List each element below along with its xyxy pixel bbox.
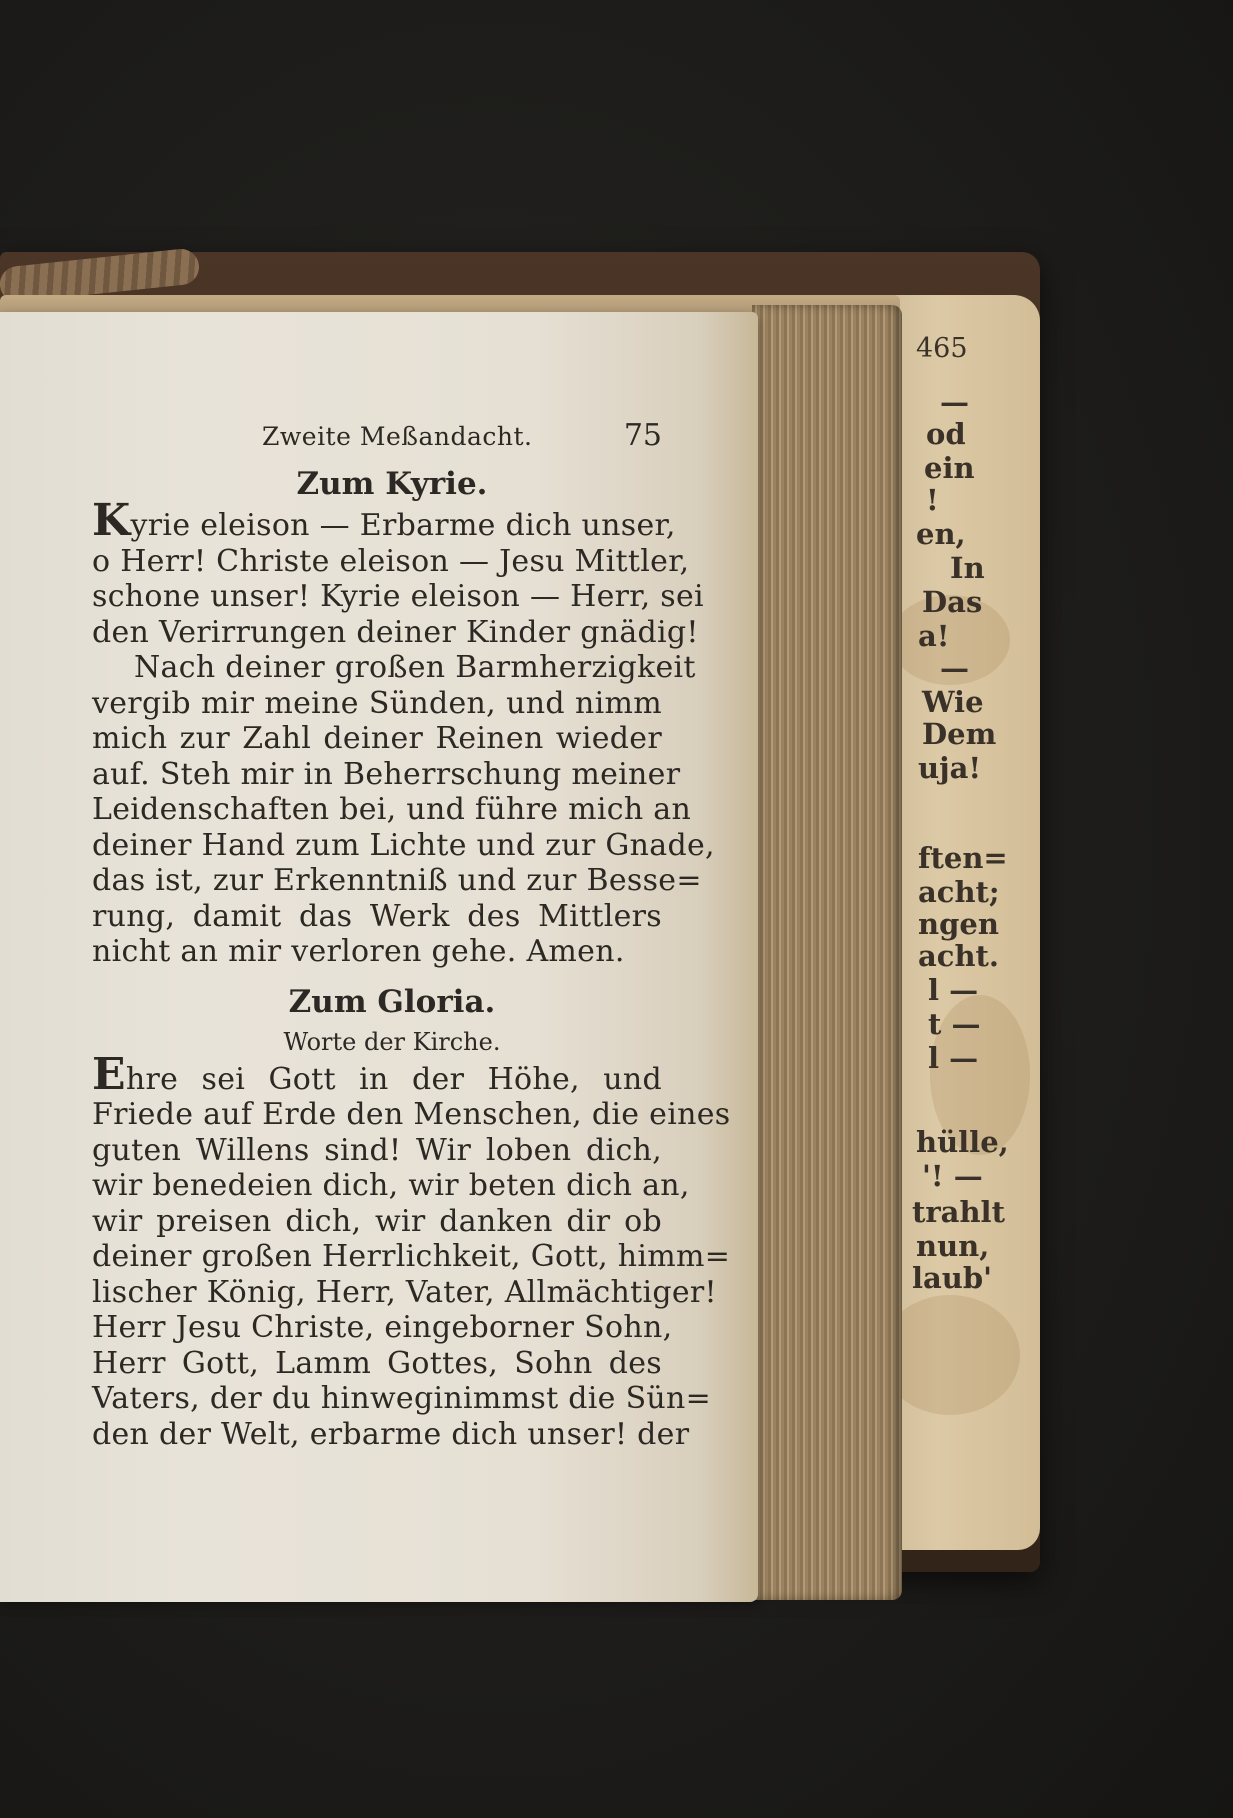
right-fragment: l — [928,973,979,1007]
kyrie-paragraph-2 [92,650,715,970]
running-head [92,418,662,462]
right-fragment: od [926,417,966,451]
text-line: o Herr! Christe eleison — Jesu Mittler, [92,543,690,579]
right-fragment: ngen [918,907,999,941]
left-page [0,312,758,1602]
text-line: Friede auf Erde den Menschen, die eines [92,1097,731,1132]
right-fragment: — [940,385,969,419]
right-fragment: nun, [916,1229,990,1263]
page-number: 75 [623,418,662,453]
right-fragment: a! [918,619,950,653]
text-line: Vaters, der du hinweginimmst die Sün= [92,1381,712,1416]
kyrie-paragraph-1 [92,495,704,650]
drop-capital: E [92,1048,126,1100]
text-line: wir benedeien dich, wir beten dich an, [92,1168,690,1203]
text-line: wir preisen dich, wir danken dir ob [92,1203,662,1239]
text-line: deiner großen Herrlichkeit, Gott, himm= [92,1239,731,1274]
text-line: lischer König, Herr, Vater, Allmächtiger! [92,1274,717,1310]
right-fragment: acht; [918,875,1000,909]
text-line: Herr Gott, Lamm Gottes, Sohn des [92,1345,662,1381]
right-fragment: In [950,551,985,585]
text-line: Herr Jesu Christe, eingeborner Sohn, [92,1310,673,1345]
text-line: den der Welt, erbarme dich unser! der [92,1416,690,1452]
right-fragment: hülle, [916,1125,1009,1159]
text-line: schone unser! Kyrie eleison — Herr, sei [92,579,704,614]
line-text: hre sei Gott in der Höhe, und [125,1061,662,1097]
right-fragment: Das [922,585,983,619]
right-fragment: laub' [912,1261,993,1295]
text-line: auf. Steh mir in Beherrschung meiner [92,756,681,792]
right-fragment: Dem [922,717,997,751]
right-fragment: '! — [922,1159,983,1193]
page-content [92,418,731,1452]
text-line: Nach deiner großen Barmherzigkeit [134,650,696,685]
page-edges [752,305,902,1600]
drop-capital: K [92,495,131,546]
right-fragment: — [940,651,969,685]
text-line [92,495,676,546]
text-line: deiner Hand zum Lichte und zur Gnade, [92,827,715,863]
text-line: vergib mir meine Sünden, und nimm [92,685,662,721]
right-page-number: 465 [916,333,968,364]
right-fragment: ften= [918,841,1008,875]
text-line: guten Willens sind! Wir loben dich, [92,1132,662,1168]
text-line: rung, damit das Werk des Mittlers [92,898,662,934]
right-fragment: l — [928,1041,979,1075]
text-line: Leidenschaften bei, und führe mich an [92,792,692,827]
text-line: den Verirrungen deiner Kinder gnädig! [92,614,699,650]
text-line: das ist, zur Erkenntniß und zur Besse= [92,863,702,898]
line-text: yrie eleison — Erbarme dich unser, [130,508,676,543]
right-fragment: en, [916,517,966,551]
right-fragment: ein [924,451,975,485]
right-fragment: uja! [918,751,982,785]
right-fragment: ! [926,483,939,517]
text-line [92,1048,662,1100]
running-title: Zweite Meßandacht. [262,422,533,451]
right-fragment: acht. [918,939,1000,973]
gloria-paragraph [92,1048,731,1453]
text-line: nicht an mir verloren gehe. Amen. [92,934,625,969]
spacer [92,970,662,980]
right-fragment: Wie [922,685,984,719]
right-fragment: t — [928,1007,981,1041]
gloria-subheading: Worte der Kirche. [283,1027,501,1056]
gloria-heading: Zum Gloria. [288,983,496,1020]
right-fragment: trahlt [912,1195,1005,1229]
kyrie-heading: Zum Kyrie. [296,466,488,502]
text-line: mich zur Zahl deiner Reinen wieder [92,721,662,756]
